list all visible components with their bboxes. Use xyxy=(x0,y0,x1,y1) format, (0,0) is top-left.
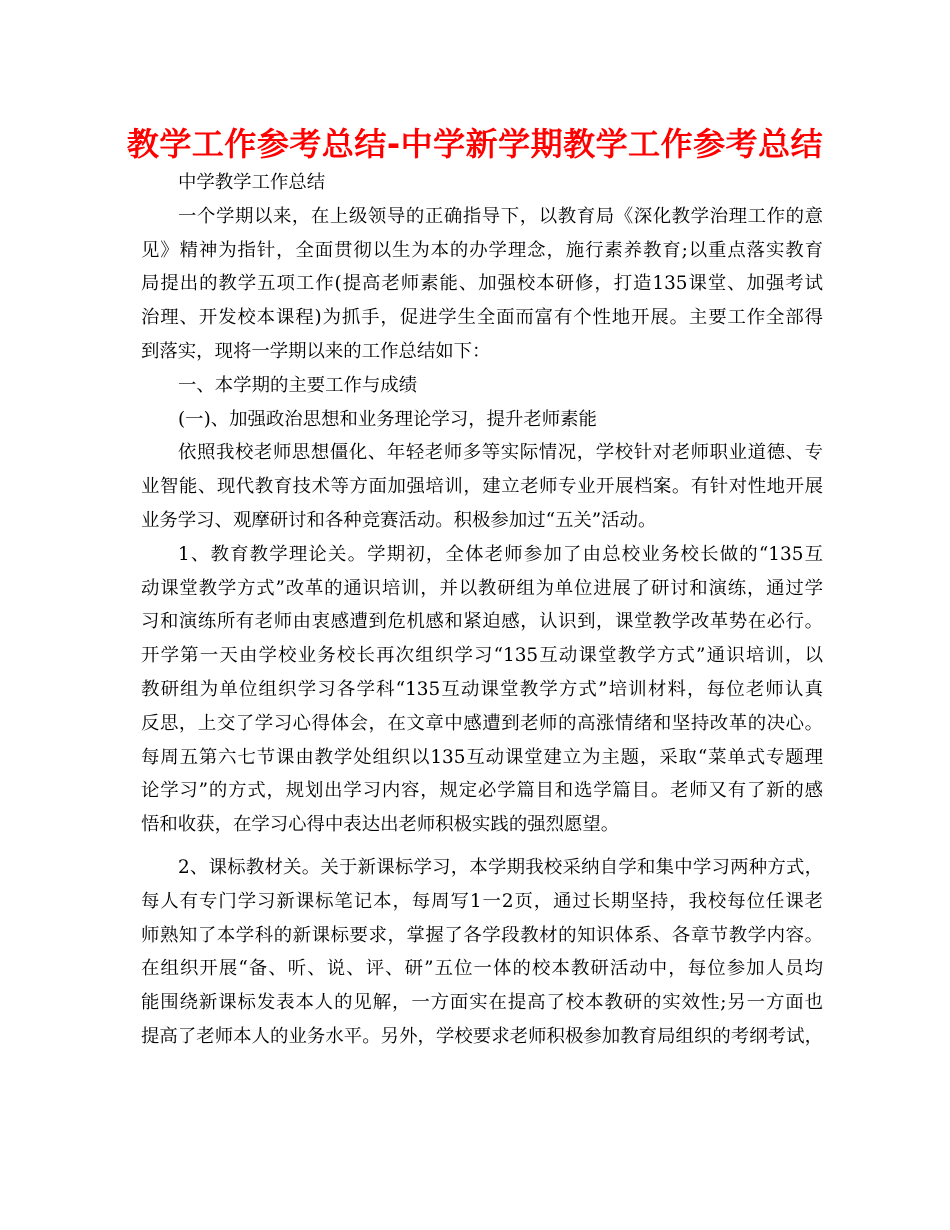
paragraph-line: 1、教育教学理论关。学期初，全体老师参加了由总校业务校长做的“135互 xyxy=(178,543,823,565)
paragraph-line: 业智能、现代教育技术等方面加强培训，建立老师专业开展档案。有针对性地开展 xyxy=(141,476,823,498)
paragraph-line: 反思，上交了学习心得体会，在文章中感遭到老师的高涨情绪和坚持改革的决心。 xyxy=(141,712,823,734)
paragraph-line: 提高了老师本人的业务水平。另外，学校要求老师积极参加教育局组织的考纲考试， xyxy=(141,1025,823,1047)
section-heading-intro: 中学教学工作总结 xyxy=(178,172,326,193)
paragraph-line: 每周五第六七节课由教学处组织以135互动课堂建立为主题，采取“菜单式专题理 xyxy=(141,746,823,768)
section-heading-main-work: 一、本学期的主要工作与成绩 xyxy=(178,374,418,396)
paragraph-line: 开学第一天由学校业务校长再次组织学习“135互动课堂教学方式”通识培训，以 xyxy=(141,645,823,667)
paragraph-line: 习和演练所有老师由衷感遭到危机感和紧迫感，认识到，课堂教学改革势在必行。 xyxy=(141,611,823,633)
paragraph-line: 依照我校老师思想僵化、年轻老师多等实际情况，学校针对老师职业道德、专 xyxy=(178,442,823,464)
paragraph-line: 一个学期以来，在上级领导的正确指导下，以教育局《深化教学治理工作的意 xyxy=(178,205,823,227)
paragraph-line: 业务学习、观摩研讨和各种竞赛活动。积极参加过“五关”活动。 xyxy=(141,509,657,531)
paragraph-line: 到落实，现将一学期以来的工作总结如下： xyxy=(141,340,491,362)
subsection-heading: (一)、加强政治思想和业务理论学习，提升老师素能 xyxy=(178,408,597,430)
document-body xyxy=(141,166,823,1054)
paragraph-line: 师熟知了本学科的新课标要求，掌握了各学段教材的知识体系、各章节教学内容。 xyxy=(141,924,823,946)
paragraph-line: 局提出的教学五项工作(提高老师素能、加强校本研修，打造135课堂、加强考试 xyxy=(141,273,823,295)
paragraph-gap xyxy=(141,842,823,851)
paragraph-line: 论学习”的方式，规划出学习内容，规定必学篇目和选学篇目。老师又有了新的感 xyxy=(141,780,823,802)
paragraph-line: 治理、开发校本课程)为抓手，促进学生全面而富有个性地开展。主要工作全部得 xyxy=(141,307,823,329)
paragraph-line: 见》精神为指针，全面贯彻以生为本的办学理念，施行素养教育;以重点落实教育 xyxy=(141,239,823,261)
paragraph-line: 在组织开展“备、听、说、评、研”五位一体的校本教研活动中，每位参加人员均 xyxy=(141,958,823,980)
paragraph-line: 能围绕新课标发表本人的见解，一方面实在提高了校本教研的实效性;另一方面也 xyxy=(141,992,823,1014)
paragraph-line: 2、课标教材关。关于新课标学习，本学期我校采纳自学和集中学习两种方式， xyxy=(178,856,823,878)
document-title: 教学工作参考总结-中学新学期教学工作参考总结 xyxy=(126,125,824,163)
paragraph-line: 教研组为单位组织学习各学科“135互动课堂教学方式”培训材料，每位老师认真 xyxy=(141,678,823,700)
paragraph-line: 每人有专门学习新课标笔记本，每周写1一2页，通过长期坚持，我校每位任课老 xyxy=(141,890,823,912)
paragraph-line: 动课堂教学方式”改革的通识培训，并以教研组为单位进展了研讨和演练，通过学 xyxy=(141,577,823,599)
paragraph-line: 悟和收获，在学习心得中表达出老师积极实践的强烈愿望。 xyxy=(141,814,620,836)
